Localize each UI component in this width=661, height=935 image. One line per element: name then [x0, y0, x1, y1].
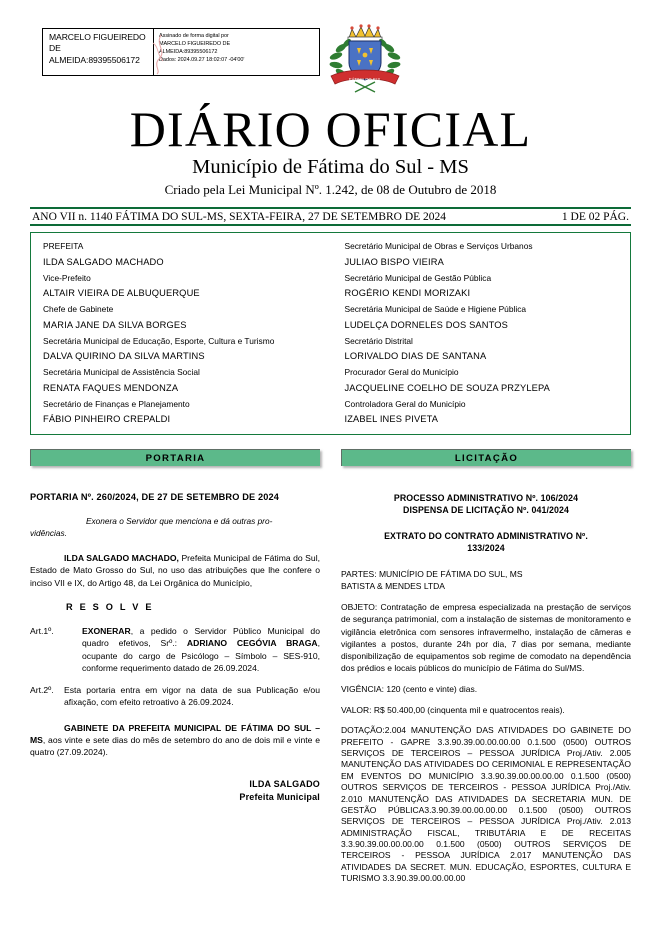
portaria-article-2-label: Art.2º. — [30, 684, 54, 695]
portaria-resolve-heading: R E S O L V E — [66, 601, 154, 612]
official-role: Vice-Prefeito — [43, 272, 91, 283]
licitacao-partes-line-2: BATISTA & MENDES LTDA — [341, 581, 445, 592]
section-banner-licitacao-label: LICITAÇÃO — [454, 452, 519, 464]
official-role: Secretária Municipal de Educação, Esporte, Cultura e Turismo — [43, 335, 275, 346]
portaria-preamble-text: Prefeita Municipal de Fátima do Sul, Estado de Mato Grosso do Sul, no uso das atribuições que lhe confere o inciso VII e IX, do Artigo 48, da Lei Orgânica do Município, — [30, 553, 320, 588]
digital-signature-box — [42, 28, 320, 76]
portaria-signer-name: ILDA SALGADO — [249, 779, 320, 790]
officials-column-left — [31, 239, 331, 428]
portaria-article-1-text-a: , a pedido o Servidor Público Municipal do quadro efetivos, Srº.: — [82, 625, 320, 649]
content-columns — [30, 492, 631, 885]
portaria-ementa-line2: vidências. — [30, 528, 67, 539]
licitacao-objeto: OBJETO: Contratação de empresa especializada na prestação de serviços de segurança patrimonial, com a instalação de sistemas de monitoramento e vigilância eletrônica com sensores infravermelho, instalação de câmeras e vigilantes a postos, durante 24h por dia, 7 dias por semana, mediante disponibilização de equipamentos sob regime de comodato na dependência dos prédios e locais públicos do município de Fátima do Sul/MS. — [341, 602, 631, 673]
official-name: LORIVALDO DIAS DE SANTANA — [344, 351, 487, 362]
licitacao-extract-line-2: 133/2024 — [467, 543, 505, 554]
masthead — [30, 101, 631, 198]
signature-name: MARCELO FIGUEIREDO DE ALMEIDA:89395506172 — [49, 32, 146, 65]
official-name: LUDELÇA DORNELES DOS SANTOS — [344, 319, 509, 330]
official-role: Secretária Municipal de Saúde e Higiene Pública — [344, 304, 527, 314]
signature-detail-line-3: ALMEIDA:89395506172 — [159, 49, 218, 56]
column-portaria — [30, 492, 320, 885]
official-name: IZABEL INES PIVETA — [344, 414, 439, 425]
signature-detail-line-4: Dados: 2024.09.27 18:02:07 -04'00' — [159, 57, 245, 64]
portaria-article-2 — [30, 684, 320, 709]
issue-info-bar — [30, 207, 631, 226]
portaria-signer-role: Prefeita Municipal — [239, 792, 320, 803]
issue-info-page-count: 1 DE 02 PÁG. — [561, 210, 629, 223]
official-name: DALVA QUIRINO DA SILVA MARTINS — [43, 351, 205, 362]
official-role: Chefe de Gabinete — [43, 304, 114, 314]
portaria-ementa-line1: Exonera o Servidor que menciona e dá outras pro- — [86, 516, 273, 526]
signature-detail-line-1: Assinado de forma digital por — [159, 33, 229, 39]
portaria-article-1-verb: EXONERAR — [82, 625, 131, 636]
officials-column-right — [331, 239, 631, 428]
portaria-article-1-person: ADRIANO CEGÓVIA BRAGA — [186, 638, 318, 649]
section-banner-portaria — [30, 449, 320, 466]
official-role: Procurador Geral do Município — [344, 367, 459, 377]
official-name: MARIA JANE DA SILVA BORGES — [43, 319, 187, 330]
licitacao-partes-line-1: PARTES: MUNICÍPIO DE FÁTIMA DO SUL, MS — [341, 568, 523, 579]
licitacao-dotacao: DOTAÇÃO:2.004 MANUTENÇÃO DAS ATIVIDADES DO GABINETE DO PREFEITO - GAPRE 3.3.90.39.00.00.00.00 0.1.500 (0500) OUTROS SERVIÇOS DE TERCEIROS – PESSOA JURÍDICA Proj./Ativ. 2.005 MANUTENÇÃO DAS ATIVIDADES DO CERIMONIAL E REPRESENTAÇÃO EM EVENTOS DO MUNICÍPIO 3.3.90.39.00.00.00.00 0.1.500 (0500) OUTROS SERVIÇOS DE TERCEIROS - PESSOA JURÍDICA Proj./Ativ. 2.010 MANUTENÇÃO DAS ATIVIDADES DA SECRETARIA MUN. DE GESTÃO PÚBLICA3.3.90.39.00.00.00.00 0.1.500 (0500) OUTROS SERVIÇOS DE TERCEIROS – PESSOA JURÍDICA Proj./Ativ. 2.013 ADMINISTRAÇÃO FISCAL, TRIBUTÁRIA E DE RECEITAS 3.3.90.39.00.00.00.00 0.1.500 (0500) OUTROS SERVIÇOS DE TERCEIROS - PESSOA JURÍDICA 2.017 MANUTENÇÃO DAS ATIVIDADES DA SECRET. MUN. EDUCAÇÃO, ESPORTES, CULTURA E TURISMO 3.3.90.39.00.00.00.00 — [341, 725, 631, 884]
official-role: Secretária Municipal de Assistência Social — [43, 367, 200, 377]
licitacao-extract-line-1: EXTRATO DO CONTRATO ADMINISTRATIVO Nº. — [384, 530, 588, 541]
official-name: FÁBIO PINHEIRO CREPALDI — [43, 414, 171, 425]
masthead-law-reference: Criado pela Lei Municipal Nº. 1.242, de 08 de Outubro de 2018 — [164, 182, 497, 197]
portaria-closing — [30, 722, 320, 759]
portaria-signer — [30, 778, 320, 804]
officials-box — [30, 232, 631, 435]
municipal-coat-of-arms-icon — [319, 22, 411, 96]
licitacao-vigencia: VIGÊNCIA: 120 (cento e vinte) dias. — [341, 684, 478, 695]
signature-detail-line-2: MARCELO FIGUEIREDO DE — [159, 41, 231, 48]
official-role: Secretário Municipal de Gestão Pública — [344, 272, 492, 283]
section-banners — [30, 449, 631, 466]
svg-text:FÁTIMA DO SUL: FÁTIMA DO SUL — [349, 77, 381, 82]
signature-details — [154, 29, 319, 75]
portaria-title: PORTARIA Nº. 260/2024, DE 27 DE SETEMBRO DE 2024 — [30, 492, 280, 502]
official-name: JACQUELINE COELHO DE SOUZA PRZYLEPA — [344, 382, 551, 393]
portaria-preamble — [30, 552, 320, 589]
official-role: Secretário Municipal de Obras e Serviços Urbanos — [344, 241, 533, 251]
portaria-preamble-name: ILDA SALGADO MACHADO, — [64, 553, 179, 564]
issue-info-left: ANO VII n. 1140 FÁTIMA DO SUL-MS, SEXTA-FEIRA, 27 DE SETEMBRO DE 2024 — [32, 210, 447, 223]
portaria-article-1-text-b: , ocupante do cargo de Psicólogo – Símbolo – SES-910, conforme requerimento datado de 26.09.2024. — [82, 638, 321, 674]
portaria-article-1-label: Art.1º. — [30, 625, 54, 636]
official-name: ALTAIR VIEIRA DE ALBUQUERQUE — [43, 288, 200, 299]
official-name: ILDA SALGADO MACHADO — [43, 256, 164, 267]
official-name: ROGÉRIO KENDI MORIZAKI — [344, 288, 471, 299]
official-name: RENATA FAQUES MENDONZA — [43, 382, 179, 393]
licitacao-process-line-2: DISPENSA DE LICITAÇÃO Nº. 041/2024 — [403, 505, 569, 516]
section-banner-portaria-label: PORTARIA — [145, 452, 206, 464]
portaria-closing-text: , aos vinte e sete dias do mês de setembro do ano de dois mil e vinte e quatro (27.09.2024). — [30, 734, 320, 758]
column-licitacao — [341, 492, 631, 885]
portaria-article-1 — [30, 625, 320, 675]
portaria-article-2-body: Esta portaria entra em vigor na data de sua Publicação e/ou afixação, com efeito retroativo à 26.09.2024. — [64, 684, 320, 708]
portaria-ementa — [30, 515, 320, 539]
licitacao-process-line-1: PROCESSO ADMINISTRATIVO Nº. 106/2024 — [393, 493, 579, 503]
page-title: DIÁRIO OFICIAL — [129, 101, 532, 157]
official-role: PREFEITA — [43, 241, 84, 251]
official-role: Secretário Distrital — [344, 335, 413, 346]
signature-header — [30, 0, 631, 100]
official-name: JULIAO BISPO VIEIRA — [344, 256, 444, 267]
licitacao-valor: VALOR: R$ 50.400,00 (cinquenta mil e quatrocentos reais). — [341, 705, 565, 716]
portaria-closing-bold: GABINETE DA PREFEITA MUNICIPAL DE FÁTIMA DO SUL – MS — [30, 722, 320, 745]
masthead-subtitle: Município de Fátima do Sul - MS — [192, 156, 469, 178]
official-role: Controladora Geral do Município — [344, 398, 466, 409]
portaria-article-1-body — [82, 625, 320, 675]
section-banner-licitacao — [341, 449, 631, 466]
official-role: Secretário de Finanças e Planejamento — [43, 398, 190, 409]
